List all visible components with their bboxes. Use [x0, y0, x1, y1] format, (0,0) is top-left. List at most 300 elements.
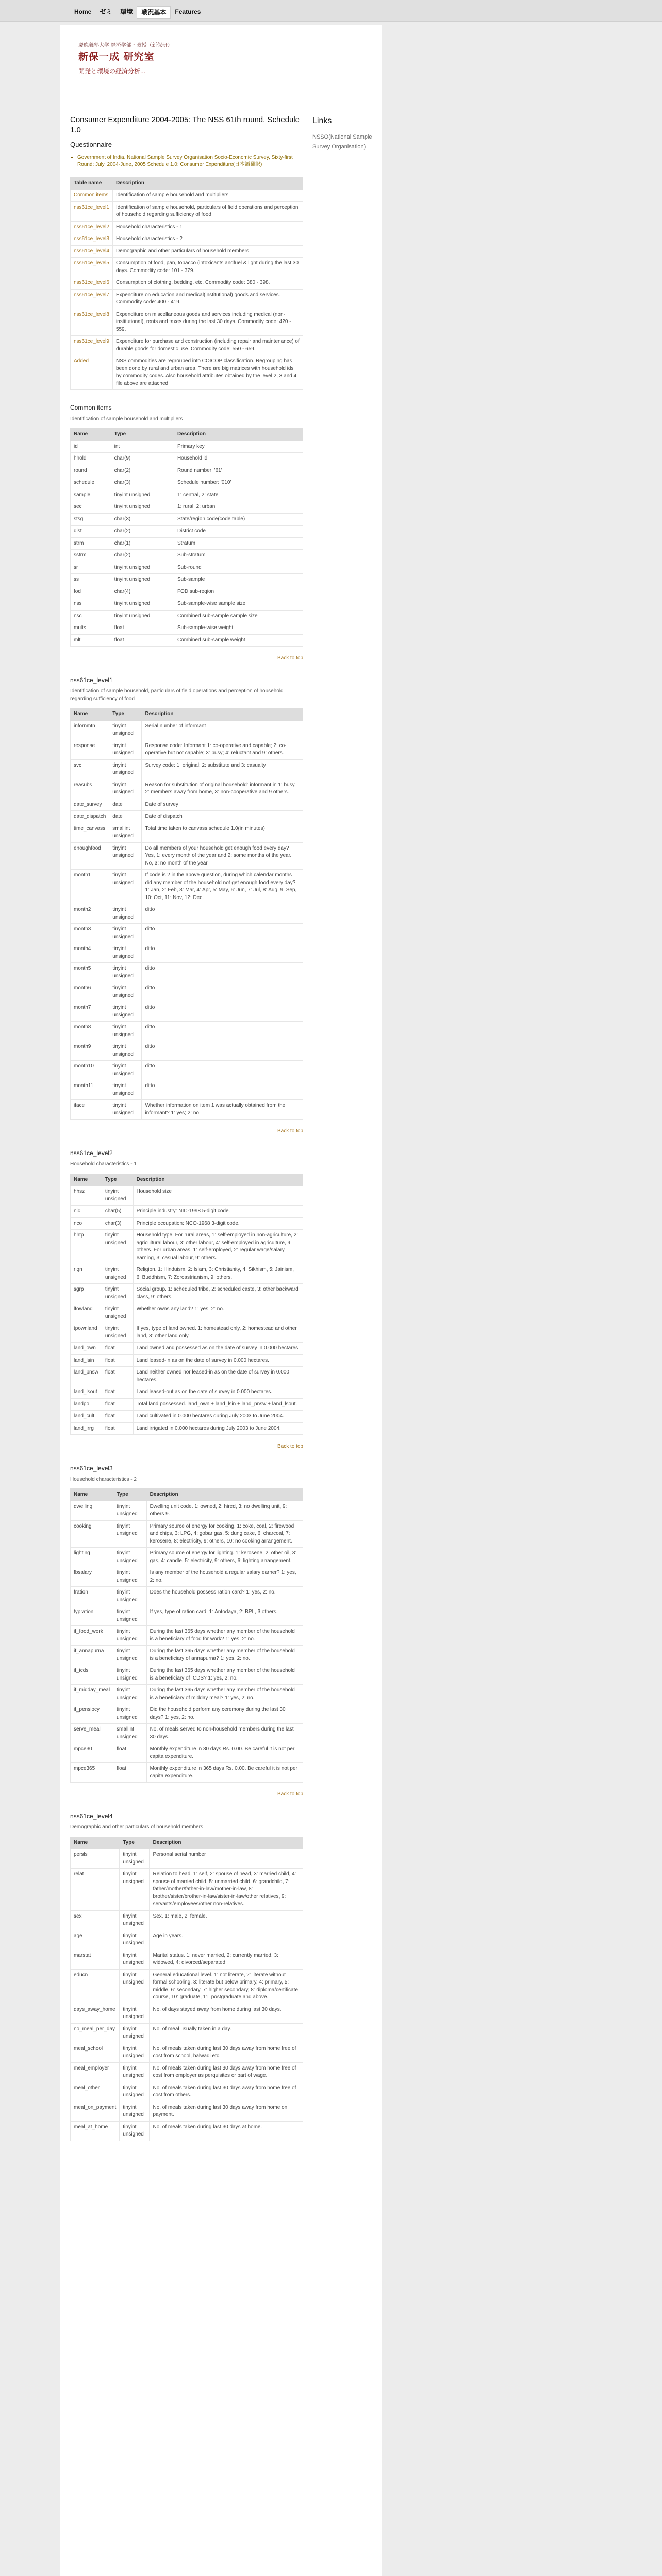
table-section — [70, 1464, 303, 1799]
table-cell: tinyint unsigned — [113, 1646, 147, 1665]
table-cell: tinyint unsigned — [113, 1704, 147, 1724]
table-cell: Primary key — [174, 440, 303, 453]
table-cell: meal_employer — [71, 2062, 120, 2082]
table-row — [71, 823, 303, 842]
section-description: Household characteristics - 1 — [70, 1161, 137, 1167]
table-row — [71, 440, 303, 453]
table-row — [71, 550, 303, 562]
variables-table — [70, 428, 303, 647]
table-cell: Expenditure on education and medical(institutional) goods and services. Commodity code: 400 - 419. — [112, 289, 303, 309]
table-row — [71, 1950, 303, 1969]
table-cell: mults — [71, 622, 111, 635]
table-cell: General educational level. 1: not literate, 2: literate without formal schooling, 3: literate but below primary, 4: primary, 5: middle, 6: secondary, 7: higher secondary, 8: diploma/certificate course, 10: graduate, 11: postgraduate and above. — [150, 1969, 303, 2004]
section-title: nss61ce_level1 — [70, 676, 113, 684]
table-cell: month5 — [71, 963, 109, 982]
table-row — [71, 1606, 303, 1626]
section-description: Household characteristics - 2 — [70, 1476, 137, 1482]
section-description: Identification of sample household and multipliers — [70, 416, 183, 422]
table-row — [71, 2121, 303, 2141]
table-cell: tinyint unsigned — [120, 1849, 150, 1869]
table-cell: tinyint unsigned — [113, 1567, 147, 1587]
back-to-top-link[interactable]: Back to top — [277, 1444, 303, 1450]
table-cell: svc — [71, 759, 109, 779]
table-cell: marstat — [71, 1950, 120, 1969]
table-row — [71, 1665, 303, 1685]
back-to-top-link[interactable]: Back to top — [277, 655, 303, 662]
table-cell: Household characteristics - 2 — [112, 233, 303, 246]
table-header-row — [71, 177, 303, 190]
table-link[interactable]: nss61ce_level1 — [74, 204, 109, 210]
table-cell: ditto — [142, 1061, 303, 1080]
table-row — [71, 1323, 303, 1343]
table-cell: tinyint unsigned — [111, 598, 174, 611]
table-cell: nss — [71, 598, 111, 611]
table-row — [71, 1930, 303, 1950]
table-cell: tinyint unsigned — [109, 1080, 142, 1100]
table-row — [71, 221, 303, 233]
table-row — [71, 574, 303, 586]
table-row — [71, 870, 303, 904]
table-cell: meal_on_payment — [71, 2102, 120, 2121]
table-link[interactable]: nss61ce_level2 — [74, 224, 109, 230]
table-row — [71, 904, 303, 924]
table-cell: round — [71, 465, 111, 477]
section-title: nss61ce_level4 — [70, 1812, 113, 1820]
table-cell: char(1) — [111, 537, 174, 550]
table-cell: tinyint unsigned — [113, 1548, 147, 1567]
table-row — [71, 1303, 303, 1323]
main-content — [70, 115, 303, 2149]
table-row — [71, 1969, 303, 2004]
table-cell: float — [111, 634, 174, 647]
table-cell: Sub-sample — [174, 574, 303, 586]
table-cell: if_midday_meal — [71, 1685, 113, 1704]
table-cell: if_pensiocy — [71, 1704, 113, 1724]
page-title: Consumer Expenditure 2004-2005: The NSS 61th round, Schedule 1.0 — [70, 115, 300, 134]
table-cell: meal_at_home — [71, 2121, 120, 2141]
table-cell: Primary source of energy for cooking. 1: coke, coal, 2: firewood and chips, 3: LPG, 4: gobar gas, 5: dung cake, 6: charcoal, 7: kerosene, 8: electricity, 9: others, 10: no cooking arrangement. — [146, 1520, 303, 1548]
table-link[interactable]: nss61ce_level4 — [74, 248, 109, 254]
table-cell: Dwelling unit code. 1: owned, 2: hired, 3: no dwelling unit, 9: others 9. — [146, 1501, 303, 1520]
table-cell: month7 — [71, 1002, 109, 1022]
table-row — [71, 634, 303, 647]
table-row — [71, 1284, 303, 1303]
section-description: Demographic and other particulars of household members — [70, 1824, 203, 1831]
table-cell: sample — [71, 489, 111, 501]
table-cell: educn — [71, 1969, 120, 2004]
table-cell: float — [102, 1398, 133, 1411]
table-cell: serve_meal — [71, 1724, 113, 1743]
table-row — [71, 759, 303, 779]
table-cell: tinyint unsigned — [111, 501, 174, 514]
sidebar-heading: Links — [312, 116, 332, 125]
table-row — [71, 501, 303, 514]
table-section — [70, 676, 303, 1136]
site-logo[interactable] — [78, 42, 173, 76]
table-cell: nsc — [71, 610, 111, 622]
table-row — [71, 1398, 303, 1411]
table-cell: month11 — [71, 1080, 109, 1100]
table-link[interactable]: nss61ce_level9 — [74, 338, 109, 345]
table-cell: Does the household possess ration card? 1: yes, 2: no. — [146, 1587, 303, 1606]
table-cell: ditto — [142, 1041, 303, 1061]
table-row — [71, 1548, 303, 1567]
table-link[interactable]: nss61ce_level3 — [74, 236, 109, 242]
table-cell: rlgn — [71, 1264, 102, 1284]
table-cell: tinyint unsigned — [109, 963, 142, 982]
nav-item[interactable]: ゼミ — [100, 8, 112, 15]
table-cell: Expenditure on miscellaneous goods and services including medical (non-institutional), rents and taxes during the last 30 days. Commodity code: 420 - 559. — [112, 309, 303, 336]
page-container — [60, 25, 382, 2576]
table-cell: float — [111, 622, 174, 635]
table-cell: mlt — [71, 634, 111, 647]
nav-menu — [70, 6, 205, 19]
table-cell: tinyint unsigned — [109, 842, 142, 870]
table-cell: Land leased-in as on the date of survey in 0.000 hectares. — [133, 1354, 303, 1367]
table-row — [71, 586, 303, 598]
table-cell: tinyint unsigned — [113, 1520, 147, 1548]
table-cell: Survey code: 1: original; 2: substitute and 3: casualty — [142, 759, 303, 779]
table-row — [71, 1367, 303, 1386]
table-cell: hhold — [71, 453, 111, 465]
table-row — [71, 1704, 303, 1724]
table-cell: Relation to head. 1: self, 2: spouse of head, 3: married child, 4: spouse of married child, 5: unmarried child, 6: grandchild, 7: father/mother/father-in-law/mother-in-law, 8: brother/sister/brother-in-law/sister-in-law/other relatives, 9: servants/employees/other non-relatives. — [150, 1869, 303, 1911]
table-row — [71, 1230, 303, 1264]
back-to-top — [70, 1443, 303, 1451]
table-row — [71, 465, 303, 477]
tables-overview — [70, 177, 303, 391]
table-row — [71, 740, 303, 759]
table-cell: tinyint unsigned — [109, 904, 142, 924]
table-cell: FOD sub-region — [174, 586, 303, 598]
table-row — [71, 1910, 303, 1930]
table-row — [71, 1386, 303, 1399]
table-row — [71, 1022, 303, 1041]
table-cell: Date of survey — [142, 799, 303, 811]
table-cell: tinyint unsigned — [120, 2004, 150, 2023]
table-cell: iface — [71, 1100, 109, 1120]
table-cell: Sub-round — [174, 562, 303, 574]
table-cell: tinyint unsigned — [102, 1264, 133, 1284]
table-row — [71, 1343, 303, 1355]
table-cell: Round number: '61' — [174, 465, 303, 477]
table-row — [71, 201, 303, 221]
table-row — [71, 2043, 303, 2062]
table-link[interactable]: nss61ce_level7 — [74, 292, 109, 298]
table-row — [71, 779, 303, 799]
variables-table — [70, 708, 303, 1120]
table-cell: Religion. 1: Hinduism, 2: Islam, 3: Christianity, 4: Sikhism, 5: Jainism, 6: Buddhism, 7: Zoroastrianism, 9: others. — [133, 1264, 303, 1284]
table-cell: If yes, type of land owned. 1: homestead only, 2: homestead and other land, 3: other land only. — [133, 1323, 303, 1343]
table-row — [71, 1100, 303, 1120]
table-row — [71, 245, 303, 258]
table-section — [70, 1812, 303, 2141]
back-to-top-link[interactable]: Back to top — [277, 1128, 303, 1134]
table-cell: No. of meals taken during last 30 days away from home free of cost from others. — [150, 2082, 303, 2102]
table-cell: dwelling — [71, 1501, 113, 1520]
table-cell: char(3) — [111, 513, 174, 526]
table-cell: tinyint unsigned — [109, 1061, 142, 1080]
table-cell: tinyint unsigned — [113, 1685, 147, 1704]
table-cell: tinyint unsigned — [109, 982, 142, 1002]
table-cell: tinyint unsigned — [113, 1606, 147, 1626]
sidebar — [312, 115, 374, 151]
table-cell: Is any member of the household a regular salary earner? 1: yes, 2: no. — [146, 1567, 303, 1587]
table-cell: tinyint unsigned — [102, 1284, 133, 1303]
table-cell: tinyint unsigned — [109, 759, 142, 779]
table-cell: Reason for substitution of original household: informant in 1: busy, 2: members away from home, 3: non-cooperative and 9 others. — [142, 779, 303, 799]
column-header: Type — [113, 1489, 147, 1501]
table-cell: month2 — [71, 904, 109, 924]
table-cell: NSS commodities are regrouped into COICOP classification. Regrouping has been done by rural and urban area. There are big matrices with household ids by commodity codes. Also household attributes obtained by the level 2, 3 and 4 file above are attached. — [112, 355, 303, 390]
nav-item[interactable]: 環境 — [120, 8, 133, 15]
table-row — [71, 2062, 303, 2082]
table-cell: relat — [71, 1869, 120, 1911]
table-row — [71, 1041, 303, 1061]
table-cell: tinyint unsigned — [120, 2121, 150, 2141]
table-row — [71, 1206, 303, 1218]
table-cell: Expenditure for purchase and construction (including repair and maintenance) of durable goods for domestic use. Commodity code: 550 - 659. — [112, 336, 303, 355]
table-cell: tinyint unsigned — [102, 1186, 133, 1206]
table-cell: No. of meals taken during last 30 days away from home on payment. — [150, 2102, 303, 2121]
table-row — [71, 1061, 303, 1080]
table-cell: month10 — [71, 1061, 109, 1080]
table-row — [71, 610, 303, 622]
table-cell: date — [109, 811, 142, 823]
table-cell: char(4) — [111, 586, 174, 598]
column-header: Description — [112, 177, 303, 190]
table-cell: Demographic and other particulars of household members — [112, 245, 303, 258]
table-cell: tinyint unsigned — [120, 2023, 150, 2043]
table-row — [71, 2004, 303, 2023]
table-cell: meal_other — [71, 2082, 120, 2102]
questionnaire-heading: Questionnaire — [70, 141, 112, 148]
table-cell — [71, 336, 113, 355]
table-cell: char(3) — [111, 477, 174, 489]
table-cell: typration — [71, 1606, 113, 1626]
table-row — [71, 1186, 303, 1206]
table-cell: Principle industry: NIC-1998 5-digit code. — [133, 1206, 303, 1218]
table-row — [71, 1501, 303, 1520]
table-cell: Sub-stratum — [174, 550, 303, 562]
nav-item[interactable]: Features — [175, 8, 201, 15]
table-header-row — [71, 1489, 303, 1501]
table-cell — [71, 201, 113, 221]
table-cell: District code — [174, 526, 303, 538]
table-section — [70, 403, 303, 662]
table-row — [71, 513, 303, 526]
table-cell: date_survey — [71, 799, 109, 811]
variables-table — [70, 1174, 303, 1435]
table-cell: Consumption of clothing, bedding, etc. Commodity code: 380 - 398. — [112, 277, 303, 290]
table-cell: tinyint unsigned — [102, 1230, 133, 1264]
questionnaire-links — [77, 154, 303, 169]
table-cell: Land irrigated in 0.000 hectares during July 2003 to June 2004. — [133, 1422, 303, 1435]
table-row — [71, 1763, 303, 1783]
table-cell: schedule — [71, 477, 111, 489]
table-cell: tinyint unsigned — [113, 1626, 147, 1646]
column-header: Type — [109, 708, 142, 721]
back-to-top-link[interactable]: Back to top — [277, 1791, 303, 1798]
table-row — [71, 2023, 303, 2043]
table-row — [71, 622, 303, 635]
table-cell: tinyint unsigned — [109, 943, 142, 963]
table-cell: State/region code(code table) — [174, 513, 303, 526]
table-header-row — [71, 1837, 303, 1849]
table-row — [71, 477, 303, 489]
table-row — [71, 1422, 303, 1435]
table-cell: sex — [71, 1910, 120, 1930]
nav-item[interactable]: 戦況基本 — [137, 6, 171, 19]
table-cell: tinyint unsigned — [120, 1950, 150, 1969]
column-header: Name — [71, 1837, 120, 1849]
table-cell — [71, 245, 113, 258]
table-cell: sgrp — [71, 1284, 102, 1303]
table-row — [71, 1080, 303, 1100]
table-cell: persls — [71, 1849, 120, 1869]
table-cell: Do all members of your household get enough food every day? Yes, 1: every month of the year and 2: some months of the year. No, 3: no month of the year. — [142, 842, 303, 870]
variables-table — [70, 1837, 303, 2141]
table-cell: fration — [71, 1587, 113, 1606]
table-cell: Response code: Informant 1: co-operative and capable; 2: co-operative but not capable; 3: busy; 4: reluctant and 9: others. — [142, 740, 303, 759]
table-cell: Age in years. — [150, 1930, 303, 1950]
column-header: Type — [111, 429, 174, 441]
table-cell: dist — [71, 526, 111, 538]
table-link[interactable]: nss61ce_level6 — [74, 280, 109, 286]
table-row — [71, 233, 303, 246]
table-link[interactable]: nss61ce_level5 — [74, 260, 109, 266]
table-row — [71, 1411, 303, 1423]
table-cell: smallint unsigned — [109, 823, 142, 842]
table-cell: Date of dispatch — [142, 811, 303, 823]
table-row — [71, 720, 303, 740]
table-row — [71, 943, 303, 963]
table-cell: Serial number of informant — [142, 720, 303, 740]
table-cell: month6 — [71, 982, 109, 1002]
table-row — [71, 1520, 303, 1548]
table-cell — [71, 355, 113, 390]
column-header: Table name — [71, 177, 113, 190]
table-cell: Land owned and possessed as on the date of survey in 0.000 hectares. — [133, 1343, 303, 1355]
table-cell: Sex. 1: male, 2: female. — [150, 1910, 303, 1930]
table-row — [71, 1002, 303, 1022]
table-cell: sr — [71, 562, 111, 574]
column-header: Name — [71, 1174, 102, 1186]
table-row — [71, 2102, 303, 2121]
back-to-top — [70, 655, 303, 663]
table-cell: Social group. 1: scheduled tribe, 2: scheduled caste, 3: other backward class, 9: others. — [133, 1284, 303, 1303]
table-row — [71, 2082, 303, 2102]
table-cell: float — [102, 1386, 133, 1399]
table-cell: float — [102, 1422, 133, 1435]
table-cell: no_meal_per_day — [71, 2023, 120, 2043]
table-row — [71, 1869, 303, 1911]
logo-university: 慶應義塾大学 経済学部・教授（新保研） — [78, 43, 173, 48]
table-row — [71, 355, 303, 390]
table-row — [71, 1264, 303, 1284]
table-cell: char(5) — [102, 1206, 133, 1218]
table-link[interactable]: Common items — [74, 192, 109, 198]
table-header-row — [71, 429, 303, 441]
table-cell: if_food_work — [71, 1626, 113, 1646]
table-cell: hhtp — [71, 1230, 102, 1264]
table-cell: month9 — [71, 1041, 109, 1061]
table-row — [71, 289, 303, 309]
table-cell: reasubs — [71, 779, 109, 799]
site-header — [60, 25, 382, 107]
nsso-link[interactable]: NSSO(National Sample Survey Organisation) — [312, 134, 372, 150]
column-header: Description — [133, 1174, 303, 1186]
table-row — [71, 562, 303, 574]
column-header: Description — [174, 429, 303, 441]
table-cell: Primary source of energy for lighting. 1: kerosene, 2: other oil, 3: gas, 4: candle, 5: electricity, 9: others, 6: lighting arrangement. — [146, 1548, 303, 1567]
table-link[interactable]: Added — [74, 358, 89, 364]
table-cell: ditto — [142, 943, 303, 963]
reference-link[interactable]: Government of India. National Sample Survey Organisation Socio-Economic Survey, Sixty-first Round: July, 2004-June, 2005 Schedule 1.0: Consumer Expenditure(日本語翻訳) — [77, 154, 293, 168]
table-link[interactable]: nss61ce_level8 — [74, 311, 109, 317]
table-cell: char(3) — [102, 1217, 133, 1230]
table-cell: tinyint unsigned — [109, 720, 142, 740]
table-cell: mpce365 — [71, 1763, 113, 1783]
nav-item[interactable]: Home — [74, 8, 92, 15]
table-cell: Marital status. 1: never married, 2: currently married, 3: widowed, 4: divorced/separated. — [150, 1950, 303, 1969]
table-cell: int — [111, 440, 174, 453]
table-cell: tinyint unsigned — [120, 1930, 150, 1950]
table-cell: float — [113, 1743, 147, 1763]
logo-title: 新保一成 研究室 — [78, 50, 155, 62]
table-cell: char(2) — [111, 526, 174, 538]
table-cell: ditto — [142, 904, 303, 924]
table-cell: 1: central, 2: state — [174, 489, 303, 501]
table-cell: lighting — [71, 1548, 113, 1567]
table-cell — [71, 309, 113, 336]
table-cell: land_own — [71, 1343, 102, 1355]
column-header: Description — [150, 1837, 303, 1849]
table-cell: Consumption of food, pan, tobacco (intoxicants andfuel & light during the last 30 days. Commodity code: 101 - 379. — [112, 258, 303, 277]
table-cell: Whether information on item 1 was actually obtained from the informant? 1: yes; 2: no. — [142, 1100, 303, 1120]
logo-subtitle: 開発と環境の経済分析... — [78, 67, 146, 75]
table-cell: No. of meals taken during last 30 days away from home free of cost from employer as perquisites or part of wage. — [150, 2062, 303, 2082]
table-cell: Household size — [133, 1186, 303, 1206]
table-cell: No. of meal usually taken in a day. — [150, 2023, 303, 2043]
table-row — [71, 537, 303, 550]
table-cell: fbsalary — [71, 1567, 113, 1587]
table-cell: char(9) — [111, 453, 174, 465]
table-cell: Land neither owned nor leased-in as on the date of survey in 0.000 hectares. — [133, 1367, 303, 1386]
table-cell: cooking — [71, 1520, 113, 1548]
table-row — [71, 924, 303, 943]
table-section — [70, 1149, 303, 1451]
table-cell: tinyint unsigned — [120, 2102, 150, 2121]
column-header: Type — [120, 1837, 150, 1849]
table-cell: tinyint unsigned — [111, 574, 174, 586]
table-cell: mpce30 — [71, 1743, 113, 1763]
table-cell: tinyint unsigned — [109, 779, 142, 799]
table-row — [71, 258, 303, 277]
table-cell: Principle occupation: NCO-1968 3-digit code. — [133, 1217, 303, 1230]
table-cell: land_lsin — [71, 1354, 102, 1367]
table-cell: Monthly expenditure in 365 days Rs. 0.00. Be careful it is not per capita expenditure. — [146, 1763, 303, 1783]
table-cell: sstrm — [71, 550, 111, 562]
table-cell: Combined sub-sample weight — [174, 634, 303, 647]
table-row — [71, 1567, 303, 1587]
table-cell: Household characteristics - 1 — [112, 221, 303, 233]
table-cell: land_pnsw — [71, 1367, 102, 1386]
table-row — [71, 963, 303, 982]
table-cell: tinyint unsigned — [120, 2062, 150, 2082]
table-cell: Total land possessed. land_own + land_lsin + land_pnsw + land_lsout. — [133, 1398, 303, 1411]
table-cell: smallint unsigned — [113, 1724, 147, 1743]
